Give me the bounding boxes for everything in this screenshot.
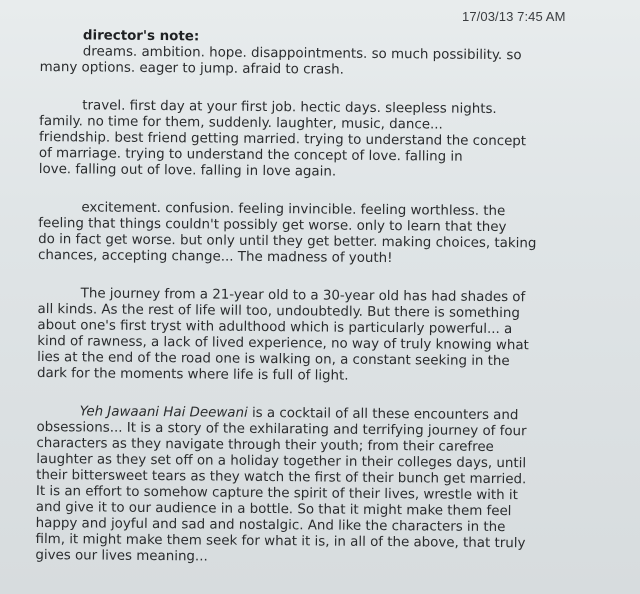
paragraph-line: excitement. confusion. feeling invincible. feeling worthless. the — [81, 200, 506, 220]
timestamp: 17/03/13 7:45 AM — [462, 9, 566, 24]
paragraph-line: dreams. ambition. hope. disappointments. so much possibility. so — [82, 44, 522, 64]
paragraph-line: many options. eager to jump. afraid to crash. — [39, 59, 344, 78]
paragraph-2 — [39, 98, 630, 183]
paragraph-line: do in fact get worse. but only until they get better. making choices, taking — [38, 231, 537, 252]
paragraph-line: The journey from a 21-year old to a 30-year old has had shades of — [80, 286, 526, 306]
paragraph-line: love. falling out of love. falling in love again. — [38, 161, 337, 180]
paragraph-line: obsessions... It is a story of the exhilarating and terrifying journey of four — [36, 419, 527, 440]
paragraph-5 — [35, 404, 626, 569]
paragraph-line: of marriage. trying to understand the concept of love. falling in — [38, 145, 463, 165]
paragraph-line: lies at the end of the road one is walking on, a constant seeking in the — [37, 349, 510, 370]
paragraph-line: chances, accepting change... The madness of youth! — [37, 247, 393, 267]
paragraph-line: characters as they navigate through their youth; from their carefree — [36, 435, 494, 455]
film-title: Yeh Jawaani Hai Deewani — [79, 404, 248, 421]
paragraph-line: laughter as they set off on a holiday together in their colleges days, until — [36, 451, 527, 472]
paragraph-line: about one's first tryst with adulthood which is particularly powerful... a — [37, 317, 513, 338]
paragraph-line: travel. first day at your first job. hectic days. sleepless nights. — [82, 98, 497, 117]
paragraph-line: their bittersweet tears as they watch the first of their bunch get married. — [36, 467, 527, 488]
note-heading: director's note: — [82, 28, 200, 45]
paragraph-4 — [37, 286, 628, 387]
paragraph-line-rest: is a cocktail of all these encounters and — [247, 405, 519, 424]
paragraph-line: gives our lives meaning... — [35, 547, 208, 565]
paragraph-line: feeling that things couldn't possibly get worse. only to learn that they — [38, 215, 507, 236]
paragraph-line: and give it to our audience in a bottle. So that it might make them feel — [35, 499, 512, 520]
paragraph-line: family. no time for them, suddenly. laughter, music, dance... — [39, 113, 443, 133]
directors-note — [35, 28, 630, 569]
paragraph-line: kind of rawness, a lack of lived experience, no way of truly knowing what — [37, 333, 529, 354]
paragraph-1 — [40, 44, 630, 81]
paragraph-line: all kinds. As the rest of life will too, undoubtedly. But there is something — [37, 301, 520, 322]
paragraph-line: friendship. best friend getting married. trying to understand the concept — [38, 129, 527, 150]
paragraph-line: film, it might make them seek for what it is, in all of the above, that truly — [35, 531, 526, 552]
paragraph-line: happy and joyful and sad and nostalgic. And like the characters in the — [35, 515, 506, 536]
paragraph-3 — [38, 200, 629, 269]
paragraph-line: dark for the moments where life is full of light. — [36, 365, 349, 384]
paragraph-line: It is an effort to somehow capture the spirit of their lives, wrestle with it — [35, 483, 518, 504]
